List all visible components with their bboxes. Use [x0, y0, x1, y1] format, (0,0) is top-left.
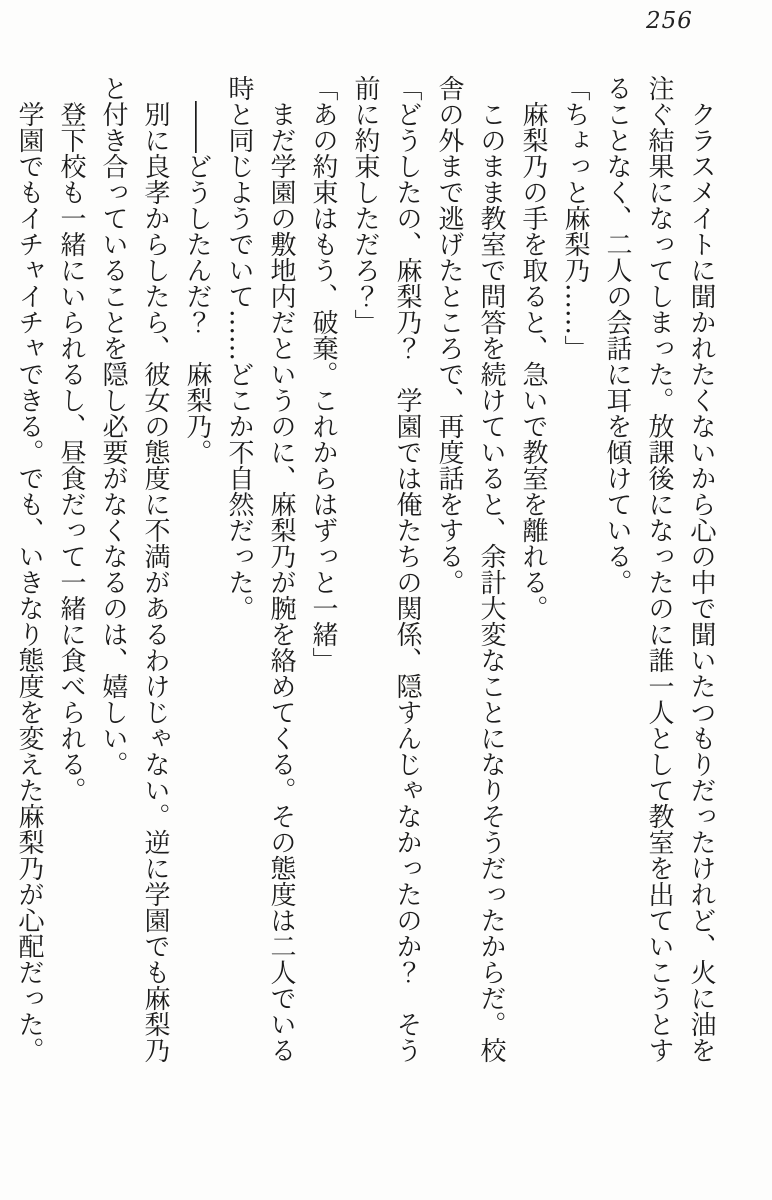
text-line: ――どうしたんだ？ 麻梨乃。: [182, 101, 212, 465]
text-line: 「あの約束はもう、破棄。これからはずっと一緒」: [308, 75, 338, 673]
text-line: 時と同じようでいて……どこか不自然だった。: [224, 75, 254, 621]
text-line: まだ学園の敷地内だというのに、麻梨乃が腕を絡めてくる。その態度は二人でいる: [266, 101, 296, 1063]
text-line: ることなく、二人の会話に耳を傾けている。: [602, 75, 632, 595]
text-line: 麻梨乃の手を取ると、急いで教室を離れる。: [518, 101, 548, 621]
text-line: 前に約束しただろ？」: [350, 75, 380, 335]
text-line: クラスメイトに聞かれたくないから心の中で聞いたつもりだったけれど、火に油を: [686, 101, 716, 1063]
page-number: 256: [646, 8, 693, 34]
text-line: 舎の外まで逃げたところで、再度話をする。: [434, 75, 464, 595]
text-line: このまま教室で問答を続けていると、余計大変なことになりそうだったからだ。校: [476, 101, 506, 1063]
text-line: 学園でもイチャイチャできる。でも、いきなり態度を変えた麻梨乃が心配だった。: [14, 101, 44, 1063]
text-line: 登下校も一緒にいられるし、昼食だって一緒に食べられる。: [56, 101, 86, 803]
text-line: 「どうしたの、麻梨乃？ 学園では俺たちの関係、隠すんじゃなかったのか？ そう: [392, 75, 422, 1063]
novel-text-block: [8, 75, 722, 1077]
text-line: 注ぐ結果になってしまった。放課後になったのに誰一人として教室を出ていこうとす: [644, 75, 674, 1063]
text-line: と付き合っていることを隠し必要がなくなるのは、嬉しい。: [98, 75, 128, 777]
text-line: 「ちょっと麻梨乃……」: [560, 75, 590, 361]
text-line: 別に良孝からしたら、彼女の態度に不満があるわけじゃない。逆に学園でも麻梨乃: [140, 101, 170, 1063]
